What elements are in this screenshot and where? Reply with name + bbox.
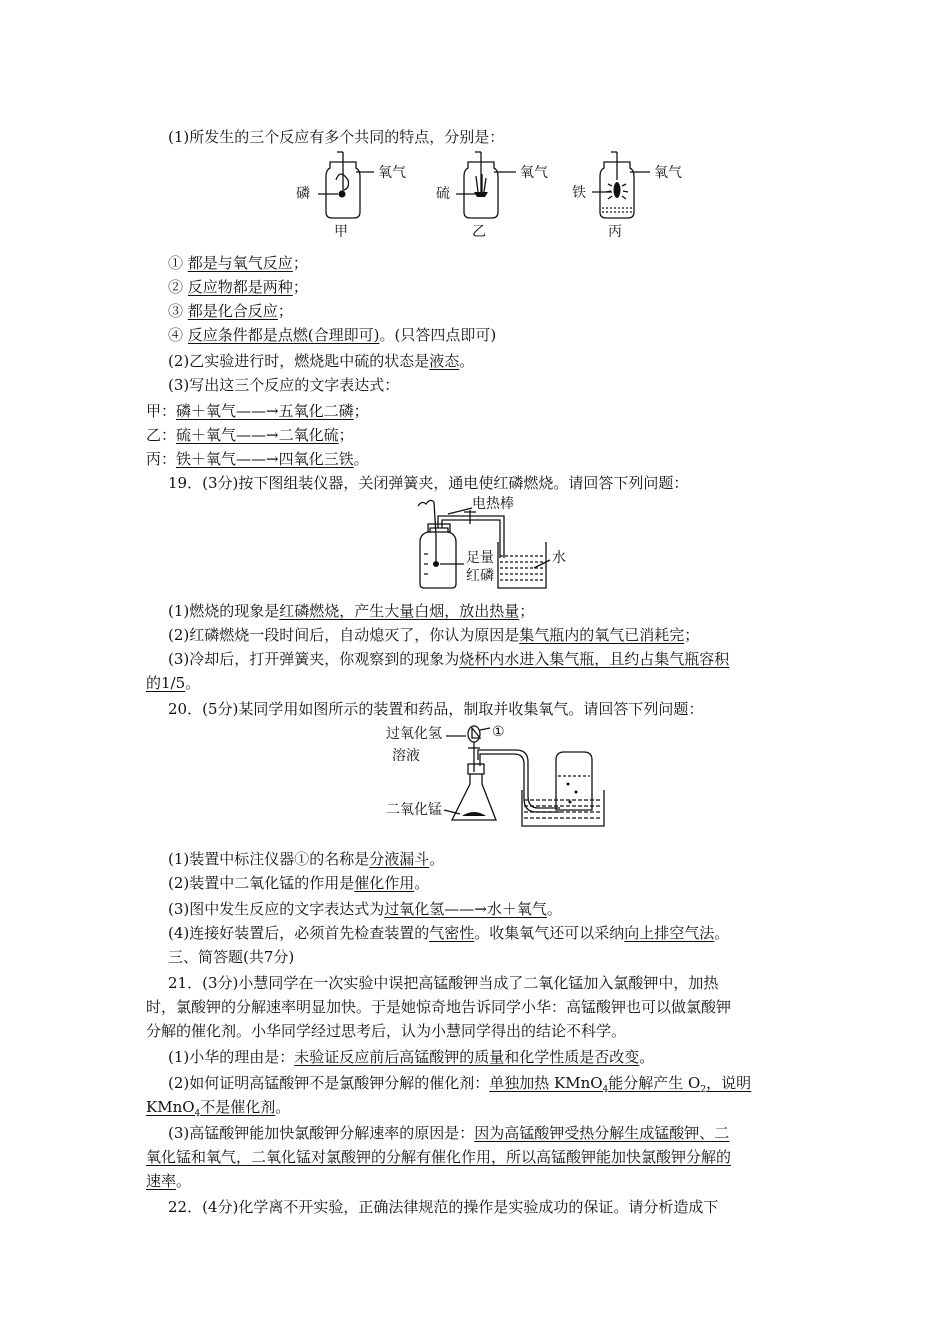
bottle-jia	[296, 152, 406, 240]
caption-bing: 丙	[608, 224, 622, 240]
q18-answer-4: ④ 反应条件都是点燃(合理即可)。(只答四点即可)	[168, 326, 497, 344]
bottle-bing	[572, 152, 682, 240]
section-3-heading: 三、简答题(共7分)	[168, 948, 295, 966]
label-phosphorus: 磷	[296, 186, 310, 202]
label-sufficient: 足量	[466, 550, 494, 566]
q18-equation-yi: 乙：硫＋氧气——→二氧化硫；	[146, 426, 354, 444]
q20-stem: 20．(5分)某同学用如图所示的装置和药品，制取并收集氧气。请回答下列问题：	[168, 700, 704, 718]
q19-answer-3: (3)冷却后，打开弹簧夹，你观察到的现象为烧杯内水进入集气瓶，且约占集气瓶容积	[168, 650, 730, 668]
label-oxygen-bing: 氧气	[654, 165, 682, 181]
caption-jia: 甲	[334, 224, 348, 240]
q20-answer-2: (2)装置中二氧化锰的作用是催化作用。	[168, 874, 430, 892]
q21-answer-3-line3: 速率。	[146, 1172, 192, 1190]
q20-answer-1: (1)装置中标注仪器①的名称是分液漏斗。	[168, 850, 445, 868]
combustion-figure	[290, 150, 700, 240]
q20-answer-4: (4)连接好装置后，必须首先检查装置的气密性。收集氧气还可以采纳向上排空气法。	[168, 924, 730, 942]
q19-stem: 19．(3分)按下图组装仪器，关闭弹簧夹，通电使红磷燃烧。请回答下列问题：	[168, 474, 689, 492]
q19-answer-1: (1)燃烧的现象是红磷燃烧，产生大量白烟，放出热量；	[168, 602, 535, 620]
q20-answer-3: (3)图中发生反应的文字表达式为过氧化氢——→水＋氧气。	[168, 900, 562, 918]
q18-part2: (2)乙实验进行时，燃烧匙中硫的状态是液态。	[168, 352, 475, 370]
q18-answer-2: ② 反应物都是两种；	[168, 278, 308, 296]
q21-stem-line2: 时，氯酸钾的分解速率明显加快。于是她惊奇地告诉同学小华：高锰酸钾也可以做氯酸钾	[146, 998, 732, 1016]
q18-answer-1: ① 都是与氧气反应；	[168, 254, 308, 272]
red-phosphorus-figure	[408, 494, 598, 594]
label-marker-1: ①	[492, 724, 505, 740]
label-solution: 溶液	[392, 748, 420, 764]
q21-answer-3-line2: 氧化锰和氧气，二氧化锰对氯酸钾的分解有催化作用，所以高锰酸钾能加快氯酸钾分解的	[146, 1148, 732, 1166]
q21-stem-line1: 21．(3分)小慧同学在一次实验中误把高锰酸钾当成了二氧化锰加入氯酸钾中，加热	[168, 974, 719, 992]
caption-yi: 乙	[472, 224, 486, 240]
label-oxygen-jia: 氧气	[378, 165, 406, 181]
q21-answer-3: (3)高锰酸钾能加快氯酸钾分解速率的原因是：因为高锰酸钾受热分解生成锰酸钾、二	[168, 1124, 730, 1142]
q21-stem-line3: 分解的催化剂。小华同学经过思考后，认为小慧同学得出的结论不科学。	[146, 1022, 627, 1040]
label-red-phosphorus: 红磷	[466, 568, 494, 584]
label-oxygen-yi: 氧气	[520, 165, 548, 181]
label-heating-rod: 电热棒	[472, 496, 514, 512]
q21-answer-1: (1)小华的理由是：未验证反应前后高锰酸钾的质量和化学性质是否改变。	[168, 1048, 655, 1066]
q18-part1-prompt: (1)所发生的三个反应有多个共同的特点，分别是：	[168, 128, 505, 146]
label-sulfur: 硫	[436, 186, 450, 202]
q22-stem-line1: 22．(4分)化学离不开实验，正确法律规范的操作是实验成功的保证。请分析造成下	[168, 1198, 719, 1216]
q18-equation-bing: 丙：铁＋氧气——→四氧化三铁。	[146, 450, 369, 468]
label-water: 水	[552, 550, 566, 566]
label-manganese-dioxide: 二氧化锰	[386, 802, 442, 818]
q18-answer-3: ③ 都是化合反应；	[168, 302, 293, 320]
q21-answer-2-cont: KMnO$_4$不是催化剂。	[146, 1098, 291, 1119]
q18-part3-prompt: (3)写出这三个反应的文字表达式：	[168, 376, 400, 394]
bottle-yi	[436, 152, 548, 240]
label-hydrogen-peroxide: 过氧化氢	[386, 726, 442, 742]
q19-answer-3-cont: 的1/5。	[146, 674, 201, 692]
q21-answer-2: (2)如何证明高锰酸钾不是氯酸钾分解的催化剂：单独加热 KMnO$_4$能分解产生 $O_2$，说明	[168, 1074, 752, 1095]
q18-equation-jia: 甲：磷＋氧气——→五氧化二磷；	[146, 402, 369, 420]
label-iron: 铁	[572, 185, 586, 201]
q19-answer-2: (2)红磷燃烧一段时间后，自动熄灭了，你认为原因是集气瓶内的氧气已消耗完；	[168, 626, 700, 644]
oxygen-generation-figure	[384, 720, 614, 832]
